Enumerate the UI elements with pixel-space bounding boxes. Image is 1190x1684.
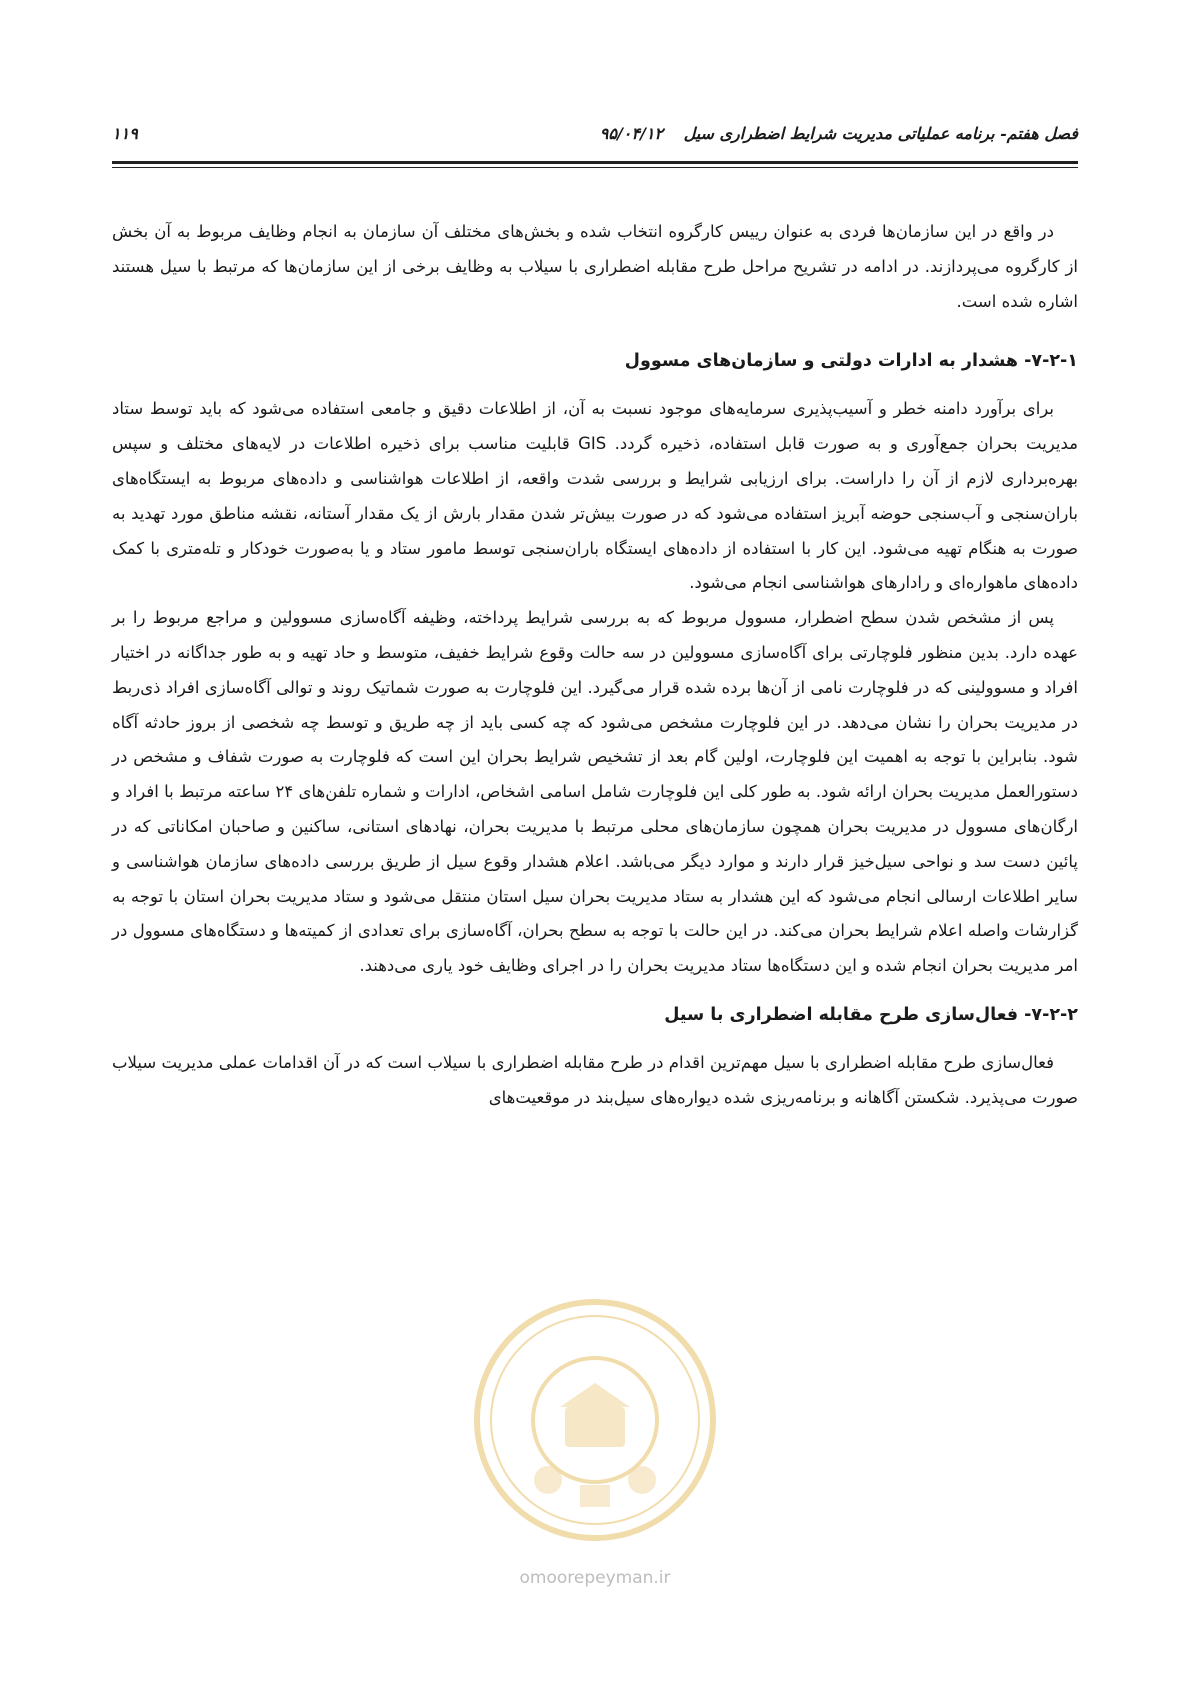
section-heading-2: ۷-۲-۲- فعال‌سازی طرح مقابله اضطراری با سیل xyxy=(664,1004,1078,1025)
header-rule-thick xyxy=(112,161,1078,164)
paragraph-4: فعال‌سازی طرح مقابله اضطراری با سیل مهم‌ترین اقدام در طرح مقابله اضطراری با سیلاب است که در آن اقدامات عملی مدیریت سیلاب صورت می‌پذیرد. شکستن آگاهانه و برنامه‌ریزی شده دیواره‌های سیل‌بند در موقعیت‌های xyxy=(112,1052,1078,1107)
header-rule-thin xyxy=(112,167,1078,168)
section-heading-1: ۷-۲-۱- هشدار به ادارات دولتی و سازمان‌های مسوول xyxy=(624,351,1078,372)
watermark-url: omoorepeyman.ir xyxy=(519,1568,671,1588)
chapter-title: فصل هفتم- برنامه عملیاتی مدیریت شرایط اضطراری سیل xyxy=(683,124,1078,143)
header-date: ۹۵/۰۴/۱۲ xyxy=(599,124,663,143)
page-number: ۱۱۹ xyxy=(112,124,138,143)
body-text xyxy=(112,215,1078,1116)
running-header xyxy=(112,124,1078,154)
paragraph-1: در واقع در این سازمان‌ها فردی به عنوان رییس کارگروه انتخاب شده و بخش‌های مختلف آن سازمان به انجام وظایف مربوط به آن بخش از کارگروه می‌پردازند. در ادامه در تشریح مراحل طرح مقابله اضطراری با سیلاب به وظایف برخی از این سازمان‌ها که مرتبط با سیل هستند اشاره شده است. xyxy=(112,222,1078,311)
paragraph-3: پس از مشخص شدن سطح اضطرار، مسوول مربوط که به بررسی شرایط پرداخته، وظیفه آگاه‌سازی مسوولین و مراجع مربوط را بر عهده دارد. بدین منظور فلوچارتی برای آگاه‌سازی مسوولین در سه حالت وقوع شرایط خفیف، متوسط و حاد تهیه و به طور جداگانه در اختیار افراد و مسوولینی که در فلوچارت نامی از آن‌ها برده شده قرار می‌گیرد. این فلوچارت به صورت شماتیک روند و توالی آگاه‌سازی افراد ذی‌ربط در مدیریت بحران را نشان می‌دهد. در این فلوچارت مشخص می‌شود که چه کسی باید از چه طریق و توسط چه شخصی از بروز حادثه آگاه شود. بنابراین با توجه به اهمیت این فلوچارت، اولین گام بعد از تشخیص شرایط بحران این است که فلوچارت به صورت شفاف و مشخص در دستورالعمل مدیریت بحران ارائه شود. به طور کلی این فلوچارت شامل اسامی اشخاص، ادارات و شماره تلفن‌های ۲۴ ساعته مرتبط با افراد و ارگان‌های مسوول در مدیریت بحران همچون سازمان‌های محلی مرتبط با مدیریت بحران، نهادهای استانی، ساکنین و صاحبان امکاناتی که در پائین دست سد و نواحی سیل‌خیز قرار دارند و موارد دیگر می‌باشد. اعلام هشدار وقوع سیل از طریق بررسی داده‌های سازمان هواشناسی و سایر اطلاعات ارسالی انجام می‌شود که این هشدار به ستاد مدیریت بحران سیل استان منتقل می‌شود و ستاد مدیریت بحران استان با توجه به گزارشات واصله اعلام شرایط بحران می‌کند. در این حالت با توجه به سطح بحران، آگاه‌سازی برای تعدادی از کمیته‌ها و دستگاه‌های مسوول در امر مدیریت بحران انجام شده و این دستگاه‌ها ستاد مدیریت بحران را در اجرای وظایف خود یاری می‌دهند. xyxy=(112,608,1078,976)
paragraph-2: برای برآورد دامنه خطر و آسیب‌پذیری سرمایه‌های موجود نسبت به آن، از اطلاعات دقیق و جامعی استفاده می‌شود که باید توسط ستاد مدیریت بحران جمع‌آوری و به صورت قابل استفاده، ذخیره گردد. GIS قابلیت مناسب برای ذخیره اطلاعات در لایه‌های مختلف و سپس بهره‌برداری لازم از آن را داراست. برای ارزیابی شرایط و بررسی شدت واقعه، از اطلاعات هواشناسی و داده‌های مربوط به ایستگاه‌های باران‌سنجی و آب‌سنجی حوضه آبریز استفاده می‌شود که در صورت بیش‌تر شدن مقدار بارش از یک مقدار آستانه، نقشه مناطق مورد تهدید به صورت به هنگام تهیه می‌شود. این کار با استفاده از داده‌های ایستگاه باران‌سنجی توسط مامور ستاد و یا به‌صورت خودکار و تله‌متری با کمک داده‌های ماهواره‌ای و رادارهای هواشناسی انجام می‌شود. xyxy=(112,399,1078,593)
watermark-seal-icon xyxy=(470,1295,720,1545)
